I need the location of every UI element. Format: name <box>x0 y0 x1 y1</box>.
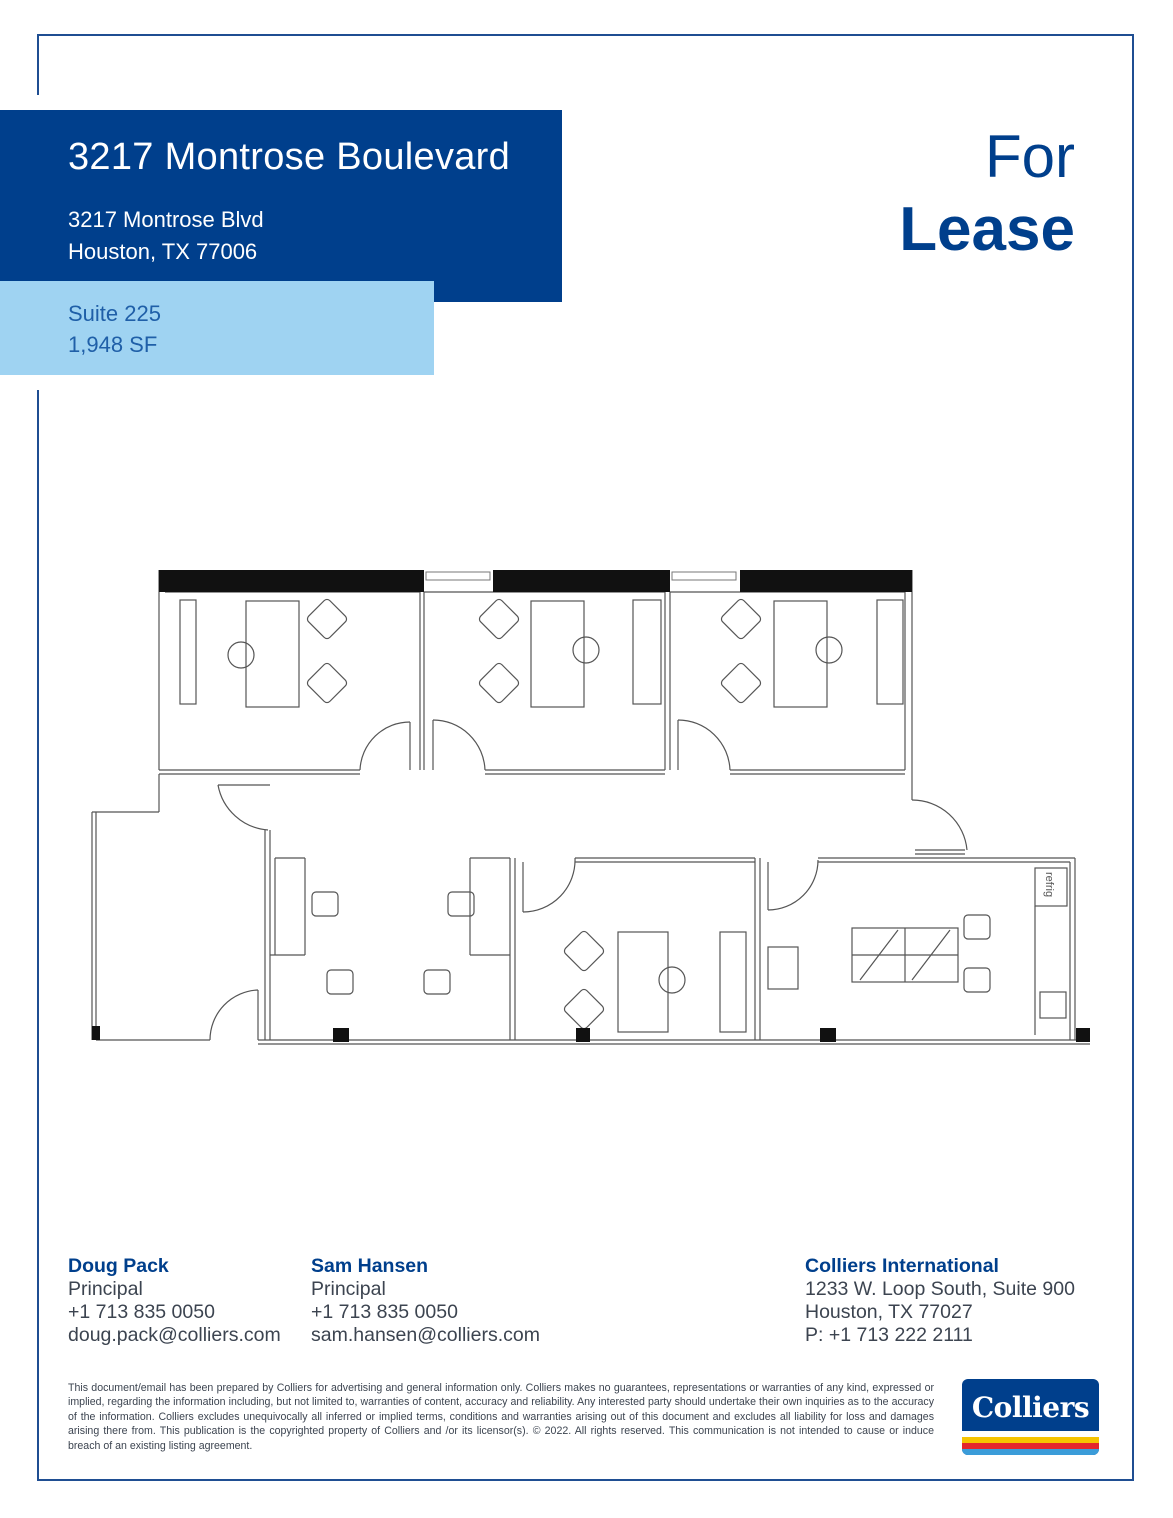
contact-email[interactable]: sam.hansen@colliers.com <box>311 1324 540 1346</box>
contact-role: Principal <box>311 1278 386 1300</box>
contact-phone[interactable]: +1 713 835 0050 <box>68 1301 215 1323</box>
suite-size: 1,948 SF <box>68 332 158 357</box>
company-info <box>805 1255 1075 1347</box>
contact-role: Principal <box>68 1278 143 1300</box>
lease-label: Lease <box>899 195 1075 264</box>
address-line-2: Houston, TX 77006 <box>68 239 258 264</box>
refrig-label: refrig <box>1043 872 1055 898</box>
company-name: Colliers International <box>805 1255 999 1277</box>
for-label: For <box>985 123 1075 190</box>
contact-email[interactable]: doug.pack@colliers.com <box>68 1324 281 1346</box>
contact-name: Sam Hansen <box>311 1255 429 1277</box>
disclaimer-text: This document/email has been prepared by Colliers for advertising and general information only. Colliers makes no guarantees, representations or warranties of any kind, expressed or implied, regarding the information including, but not limited to, warranties of content, accuracy and reliability. Any interested party should undertake their own inquiries as to the accuracy of the information. Colliers excludes unequivocally all inferred or implied terms, conditions and warranties arising out of this document and excludes all liability for loss and damages arising there from. This publication is the copyrighted property of Colliers and /or its licensor(s). © 2022. All rights reserved. This communication is not intended to cause or induce breach of an existing listing agreement. <box>68 1382 934 1452</box>
suite-number: Suite 225 <box>68 301 161 326</box>
company-address-line-1: 1233 W. Loop South, Suite 900 <box>805 1278 1075 1300</box>
logo-stripe-blue <box>962 1449 1099 1455</box>
property-title: 3217 Montrose Boulevard <box>68 136 511 178</box>
company-address-line-2: Houston, TX 77027 <box>805 1301 973 1323</box>
contact-sam-hansen <box>311 1255 540 1347</box>
contact-name: Doug Pack <box>68 1255 169 1277</box>
company-phone[interactable]: P: +1 713 222 2111 <box>805 1324 973 1346</box>
address-line-1: 3217 Montrose Blvd <box>68 207 264 232</box>
logo-text: Colliers <box>971 1391 1090 1424</box>
colliers-logo <box>962 1379 1099 1455</box>
contact-doug-pack <box>68 1255 281 1347</box>
contact-phone[interactable]: +1 713 835 0050 <box>311 1301 458 1323</box>
